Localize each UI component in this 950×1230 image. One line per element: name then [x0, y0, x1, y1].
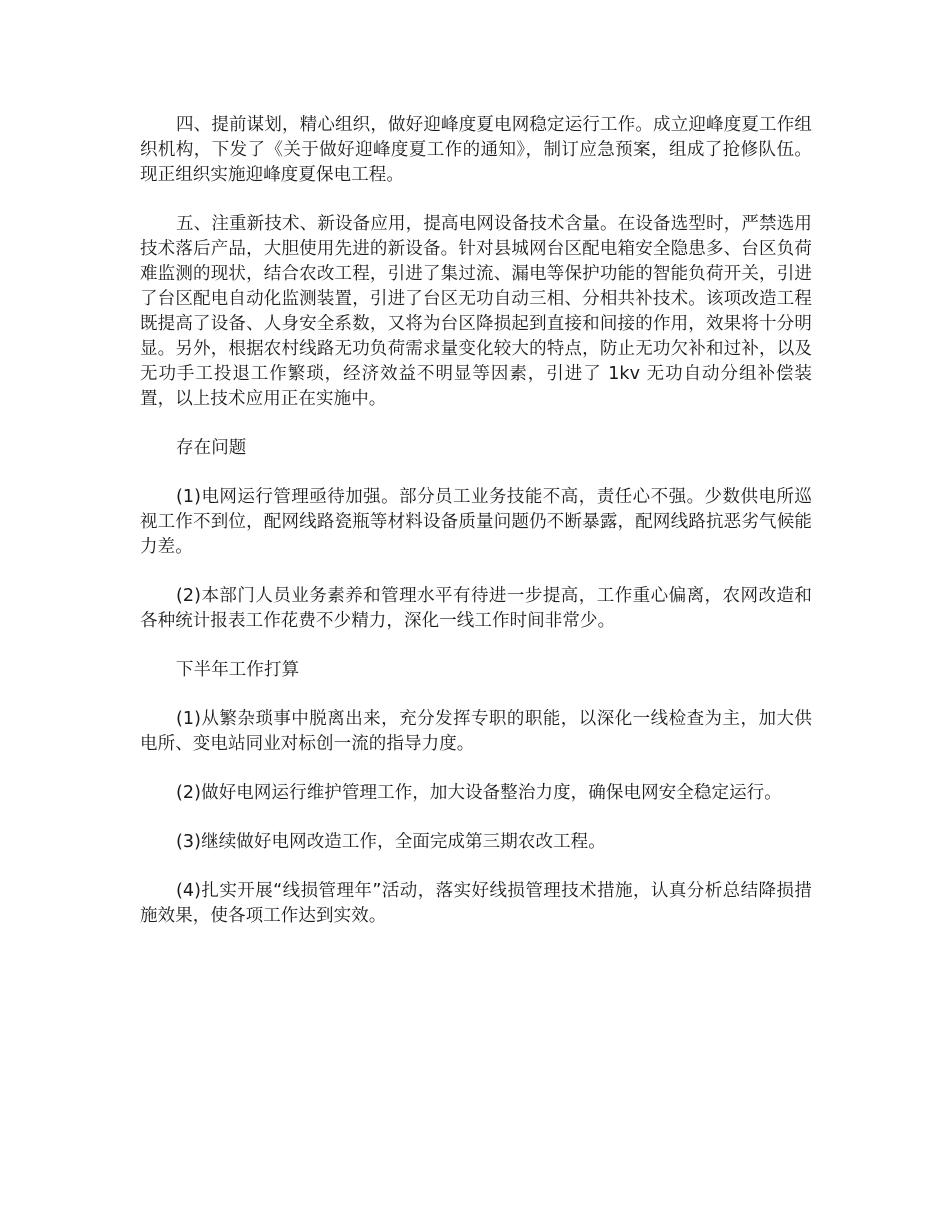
paragraph-problem-2: (2)本部门人员业务素养和管理水平有待进一步提高，工作重心偏离，农网改造和各种统计报表工作花费不少精力，深化一线工作时间非常少。	[140, 586, 812, 631]
paragraph-plan-2: (2)做好电网运行维护管理工作，加大设备整治力度，确保电网安全稳定运行。	[176, 783, 782, 803]
paragraph-plan-4: (4)扎实开展“线损管理年”活动，落实好线损管理技术措施，认真分析总结降损措施效果，使各项工作达到实效。	[140, 881, 812, 926]
paragraph-plan-1: (1)从繁杂琐事中脱离出来，充分发挥专职的职能，以深化一线检查为主，加大供电所、变电站同业对标创一流的指导力度。	[140, 709, 812, 754]
heading-existing-problems: 存在问题	[176, 438, 247, 458]
paragraph-section-five: 五、注重新技术、新设备应用，提高电网设备技术含量。在设备选型时，严禁选用技术落后产品，大胆使用先进的新设备。针对县城网台区配电箱安全隐患多、台区负荷难监测的现状，结合农改工程，引进了集过流、漏电等保护功能的智能负荷开关，引进了台区配电自动化监测装置，引进了台区无功自动三相、分相共补技术。该项改造工程既提高了设备、人身安全系数，又将为台区降损起到直接和间接的作用，效果将十分明显。另外，根据农村线路无功负荷需求量变化较大的特点，防止无功欠补和过补，以及无功手工投退工作繁琐，经济效益不明显等因素，引进了 1kv 无功自动分组补偿装置，以上技术应用正在实施中。	[140, 214, 812, 409]
paragraph-section-four: 四、提前谋划，精心组织，做好迎峰度夏电网稳定运行工作。成立迎峰度夏工作组织机构，下发了《关于做好迎峰度夏工作的通知》，制订应急预案，组成了抢修队伍。现正组织实施迎峰度夏保电工程。	[140, 115, 812, 185]
paragraph-plan-3: (3)继续做好电网改造工作，全面完成第三期农改工程。	[176, 832, 606, 852]
heading-second-half-plan: 下半年工作打算	[176, 660, 300, 680]
document-page	[140, 113, 812, 953]
paragraph-problem-1: (1)电网运行管理亟待加强。部分员工业务技能不高，责任心不强。少数供电所巡视工作不到位，配网线路瓷瓶等材料设备质量问题仍不断暴露，配网线路抗恶劣气候能力差。	[140, 487, 812, 557]
